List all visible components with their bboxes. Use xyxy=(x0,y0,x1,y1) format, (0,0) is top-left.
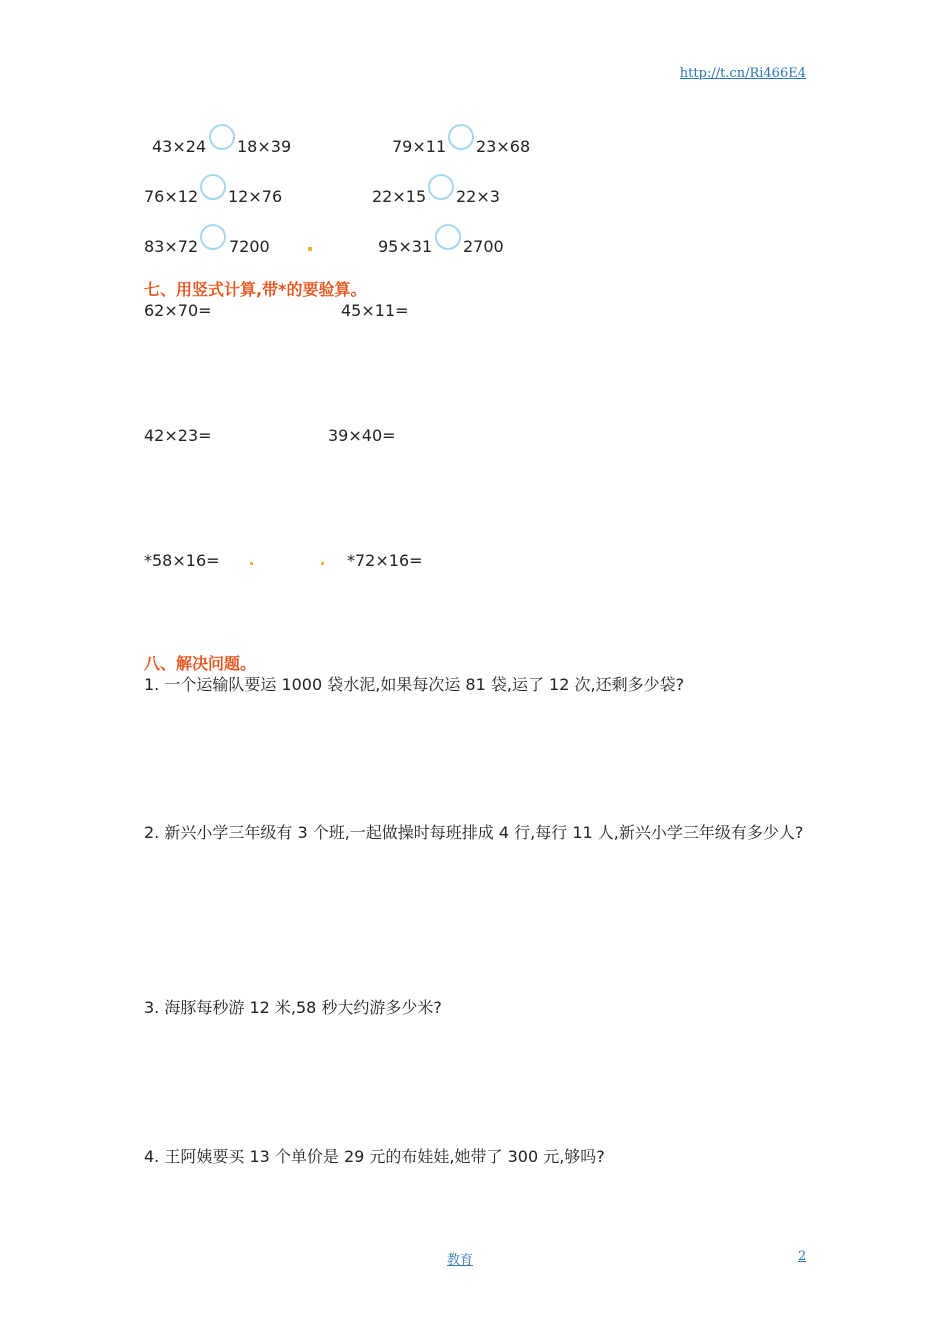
problem-3: 3. 海豚每秒游 12 米,58 秒大约游多少米? xyxy=(144,998,442,1017)
comparison-right-3: 12×76 xyxy=(228,187,283,206)
decorative-dot xyxy=(308,247,312,251)
comparison-left-3: 76×12 xyxy=(144,187,199,206)
comparison-right-6: 2700 xyxy=(463,237,504,256)
calc-item-6: *72×16= xyxy=(347,551,423,570)
problem-2: 2. 新兴小学三年级有 3 个班,一起做操时每班排成 4 行,每行 11 人,新兴小学三年级有多少人? xyxy=(144,823,804,842)
comparison-left-6: 95×31 xyxy=(378,237,433,256)
compare-circle-1[interactable] xyxy=(209,124,235,150)
calc-item-1: 62×70= xyxy=(144,301,212,320)
problem-4: 4. 王阿姨要买 13 个单价是 29 元的布娃娃,她带了 300 元,够吗? xyxy=(144,1147,605,1166)
comparison-right-5: 7200 xyxy=(229,237,270,256)
compare-circle-5[interactable] xyxy=(200,224,226,250)
compare-circle-2[interactable] xyxy=(448,124,474,150)
compare-circle-6[interactable] xyxy=(435,224,461,250)
comparison-right-1: 18×39 xyxy=(237,137,292,156)
footer-link[interactable]: 教育 xyxy=(447,1253,474,1268)
page-number[interactable]: 2 xyxy=(798,1249,807,1264)
calc-item-5: *58×16= xyxy=(144,551,220,570)
problem-1: 1. 一个运输队要运 1000 袋水泥,如果每次运 81 袋,运了 12 次,还剩多少袋? xyxy=(144,675,685,694)
comparison-left-5: 83×72 xyxy=(144,237,199,256)
comparison-right-2: 23×68 xyxy=(476,137,531,156)
comparison-left-1: 43×24 xyxy=(152,137,207,156)
compare-circle-4[interactable] xyxy=(428,174,454,200)
header-link[interactable]: http://t.cn/Ri466E4 xyxy=(679,66,806,81)
decorative-dot xyxy=(250,562,253,565)
calc-item-3: 42×23= xyxy=(144,426,212,445)
comparison-left-2: 79×11 xyxy=(392,137,447,156)
comparison-left-4: 22×15 xyxy=(372,187,427,206)
calc-item-2: 45×11= xyxy=(341,301,409,320)
compare-circle-3[interactable] xyxy=(200,174,226,200)
section-8-title: 八、解决问题。 xyxy=(144,654,257,673)
section-7-title: 七、用竖式计算,带*的要验算。 xyxy=(144,280,367,299)
comparison-right-4: 22×3 xyxy=(456,187,500,206)
calc-item-4: 39×40= xyxy=(328,426,396,445)
decorative-dot xyxy=(321,562,324,565)
